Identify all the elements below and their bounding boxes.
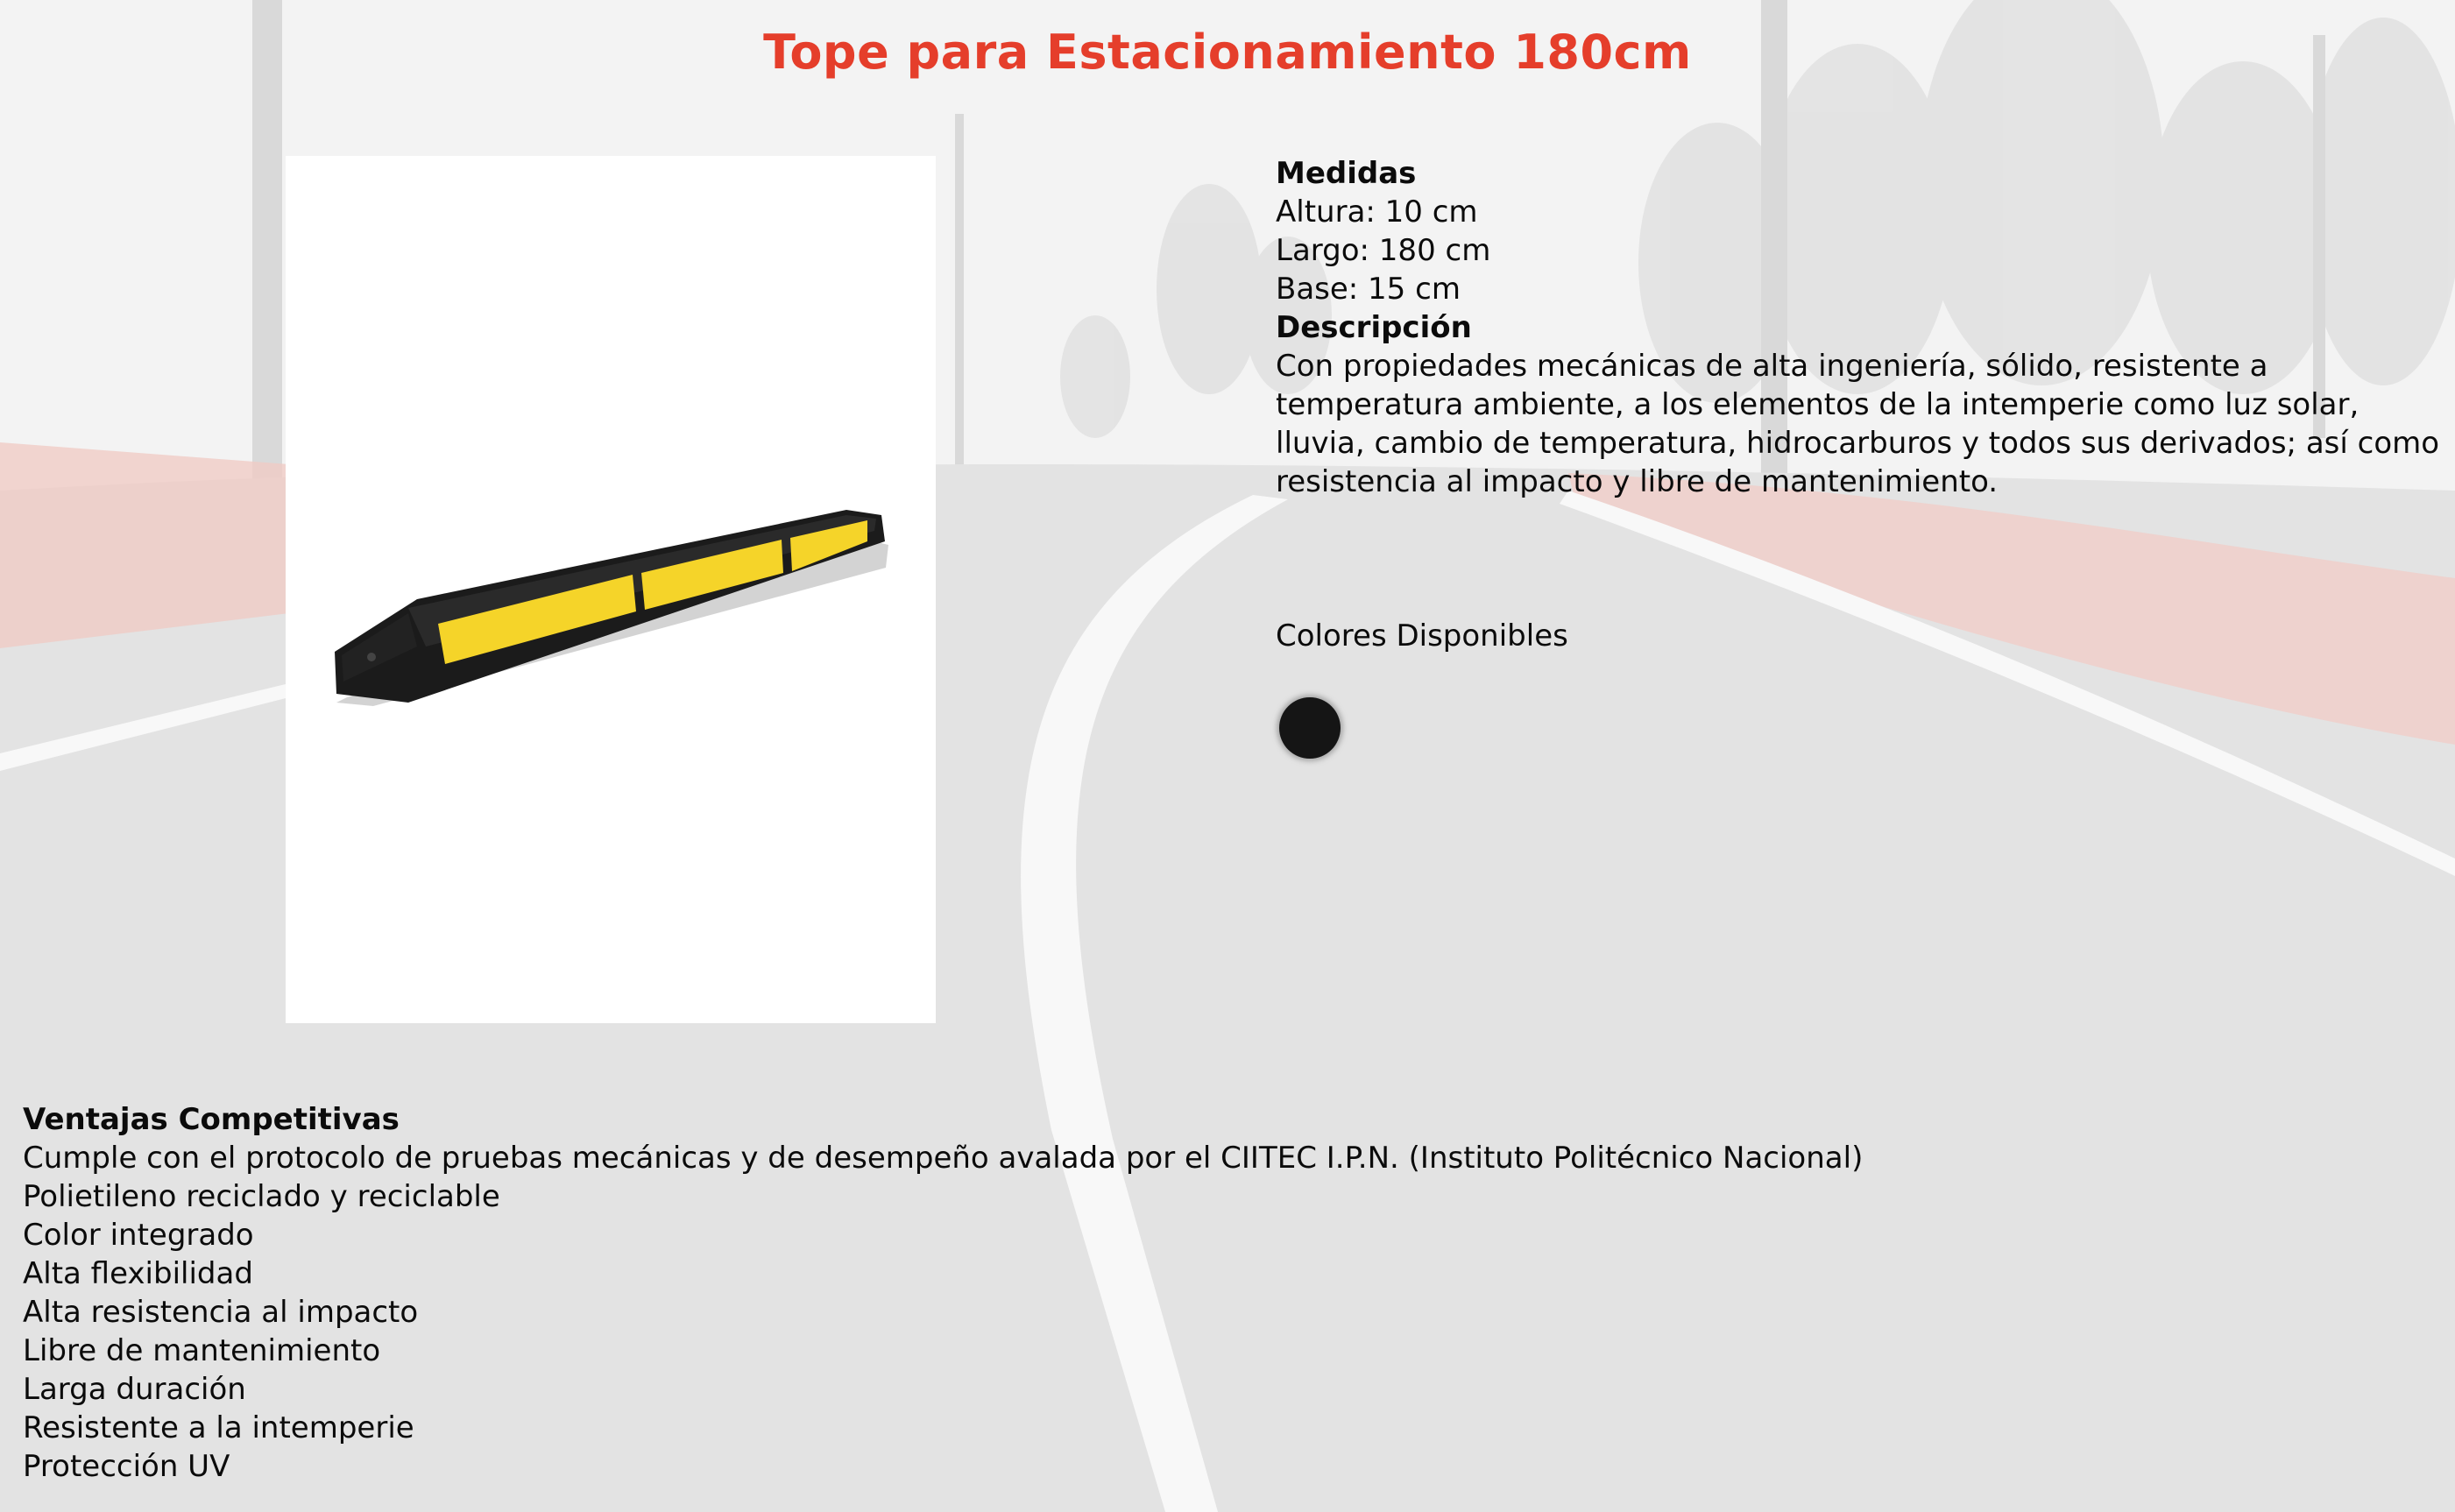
color-swatch-black[interactable]	[1279, 697, 1341, 759]
ventaja-item: Larga duración	[23, 1372, 246, 1407]
ventajas-section	[23, 1100, 1863, 1486]
medida-base: Base: 15 cm	[1276, 272, 1461, 307]
ventaja-item: Libre de mantenimiento	[23, 1333, 381, 1368]
descripcion-heading: Descripción	[1276, 310, 1472, 345]
ventaja-item: Alta resistencia al impacto	[23, 1295, 419, 1330]
medida-largo: Largo: 180 cm	[1276, 233, 1491, 268]
ventaja-item: Cumple con el protocolo de pruebas mecánicas y de desempeño avalada por el CIITEC I.P.N. (Instituto Politécnico Nacional)	[23, 1141, 1864, 1176]
ventaja-item: Alta flexibilidad	[23, 1256, 253, 1291]
ventaja-item: Protección UV	[23, 1449, 230, 1484]
page-title: Tope para Estacionamiento 180cm	[763, 25, 1692, 80]
descripcion-text: Con propiedades mecánicas de alta ingeniería, sólido, resistente a temperatura ambiente, a los elementos de la intemperie como luz solar, lluvia, cambio de temperatura, hidrocarburos y todos sus derivados; así como resistencia al impacto y libre de mantenimiento.	[1276, 349, 2440, 499]
ventaja-item: Resistente a la intemperie	[23, 1410, 414, 1445]
ventaja-item: Polietileno reciclado y reciclable	[23, 1179, 500, 1214]
specs-section	[1276, 154, 2441, 501]
colores-label: Colores Disponibles	[1276, 618, 1568, 654]
ventaja-item: Color integrado	[23, 1218, 254, 1253]
parking-stop-image	[286, 156, 936, 1023]
medidas-heading: Medidas	[1276, 156, 1417, 191]
product-image-frame	[286, 156, 936, 1023]
ventajas-heading: Ventajas Competitivas	[23, 1102, 400, 1137]
medida-altura: Altura: 10 cm	[1276, 194, 1478, 230]
